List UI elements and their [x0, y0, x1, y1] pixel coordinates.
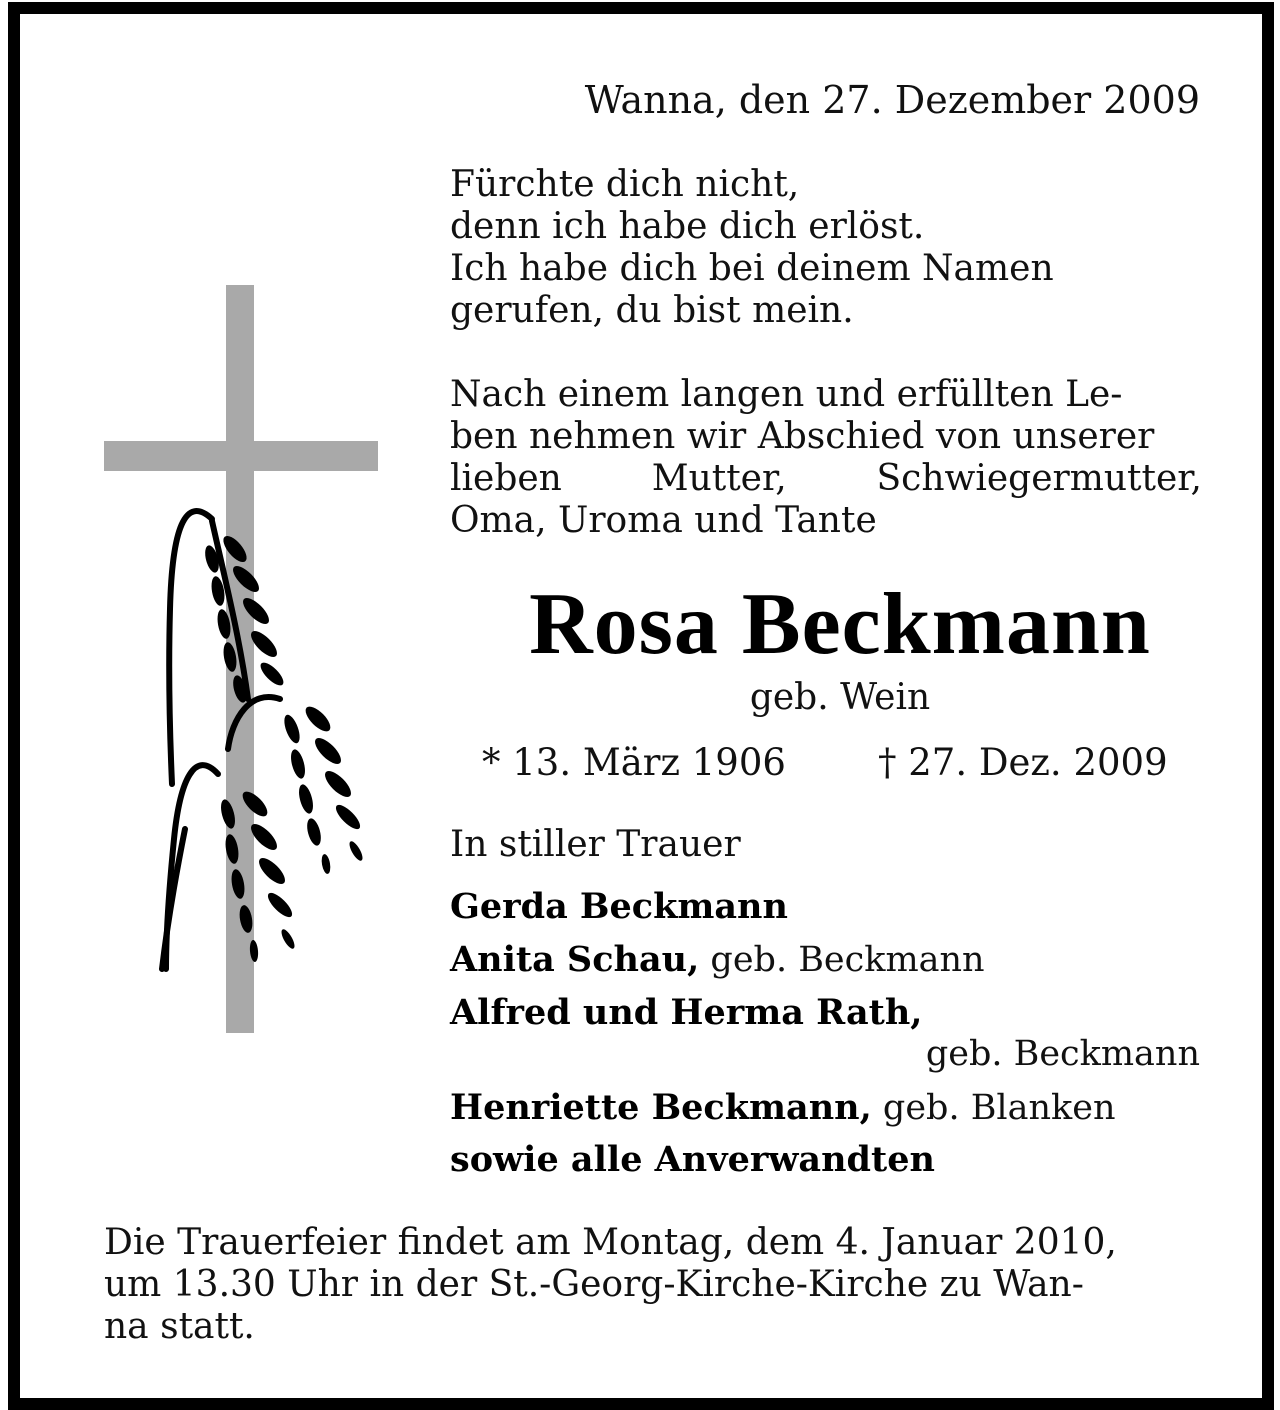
wheat-ear-right: [281, 703, 365, 875]
signer-suffix: geb. Beckmann: [925, 1034, 1200, 1074]
service-line: um 13.30 Uhr in der St.-Georg-Kirche-Kirche zu Wan-: [104, 1264, 1084, 1305]
obituary-frame: [8, 2, 1274, 1410]
wheat-stalks: [162, 511, 280, 969]
signer-name: Alfred und Herma Rath,: [450, 992, 923, 1033]
birth-date: * 13. März 1906: [482, 741, 786, 784]
deceased-name: Rosa Beckmann: [529, 576, 1151, 673]
signer-line: [450, 886, 788, 927]
verse-line: Ich habe dich bei deinem Namen: [450, 248, 1054, 289]
maiden-name: geb. Wein: [749, 677, 931, 718]
farewell-word: Schwiegermutter,: [876, 458, 1202, 499]
verse-line: gerufen, du bist mein.: [450, 290, 854, 331]
signer-line: [450, 992, 922, 1033]
verse-line: denn ich habe dich erlöst.: [450, 206, 925, 247]
signer-name: sowie alle Anverwandten: [450, 1139, 935, 1180]
signer-name: Gerda Beckmann: [450, 886, 788, 927]
farewell-line: Nach einem langen und erfüllten Le-: [450, 374, 1123, 415]
farewell-line: ben nehmen wir Abschied von unserer: [450, 416, 1155, 457]
farewell-line: Oma, Uroma und Tante: [450, 500, 877, 541]
service-line: na statt.: [104, 1306, 255, 1347]
bible-verse: [450, 164, 1054, 332]
farewell-text: [450, 374, 1202, 542]
signer-line: [450, 1139, 935, 1180]
signer-line: [450, 1087, 1115, 1128]
signer-name: Anita Schau,: [450, 939, 700, 980]
cross-horizontal-beam: [104, 441, 378, 471]
verse-line: Fürchte dich nicht,: [450, 164, 800, 205]
death-date: † 27. Dez. 2009: [878, 741, 1168, 784]
mourning-label: In stiller Trauer: [450, 824, 741, 865]
signer-name: Henriette Beckmann,: [450, 1087, 872, 1128]
funeral-service-note: [104, 1222, 1202, 1348]
signer-line: [450, 939, 985, 980]
farewell-word: lieben: [450, 458, 562, 499]
signer-suffix: geb. Beckmann: [710, 940, 985, 980]
farewell-line: [450, 458, 1202, 500]
place-date: Wanna, den 27. Dezember 2009: [584, 78, 1200, 122]
farewell-word: Mutter,: [651, 458, 787, 499]
cross-with-wheat-icon: [100, 279, 390, 1039]
service-line: Die Trauerfeier findet am Montag, dem 4. Januar 2010,: [104, 1222, 1117, 1263]
cross-svg: [100, 279, 390, 1039]
signer-suffix: geb. Blanken: [882, 1088, 1116, 1128]
